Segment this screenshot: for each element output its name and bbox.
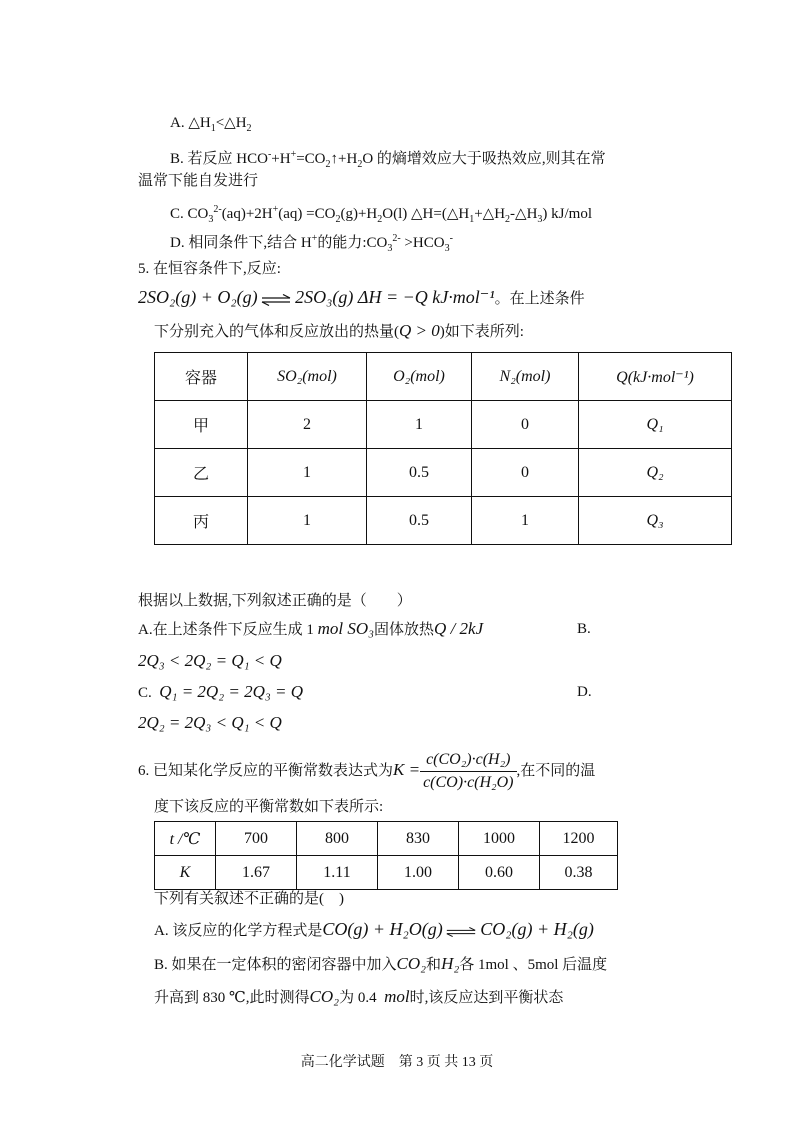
table-cell: 700 <box>216 822 297 856</box>
table-cell: 1200 <box>540 822 618 856</box>
q5-option-a: A.在上述条件下反应生成 1 mol SO₃固体放热Q / 2kJ <box>138 619 484 638</box>
table-row <box>155 856 618 890</box>
table-header-row <box>155 353 732 401</box>
table-header-cell: SO₂(mol) <box>248 353 367 401</box>
table-cell: 2 <box>248 401 367 449</box>
q5-question: 根据以上数据,下列叙述正确的是（ ） <box>138 593 412 609</box>
table-cell: Q₁ <box>579 401 732 449</box>
table-cell: 800 <box>297 822 378 856</box>
q6-stem-line2: 度下该反应的平衡常数如下表所示: <box>154 799 384 815</box>
q5-option-d-label: D. <box>577 684 592 700</box>
q6-option-a: A. 该反应的化学方程式是CO(g) + H₂O(g) CO₂(g) + H₂(g) <box>154 919 594 939</box>
table-row <box>155 497 732 545</box>
table-cell: 乙 <box>155 449 248 497</box>
table-cell: 1.11 <box>297 856 378 890</box>
q5-option-b-label: B. <box>577 621 591 637</box>
table-row <box>155 822 618 856</box>
equilibrium-constant-fraction: $\frac{\text{c(CO₂)·c(H₂)}}{\text{c(CO)·c(H₂O)}}$ <box>420 750 516 793</box>
q6-option-b: B. 如果在一定体积的密闭容器中加入CO₂和H₂各 1mol 、5mol 后温度 <box>154 954 608 973</box>
table-cell: 0.5 <box>367 497 472 545</box>
table-row <box>155 449 732 497</box>
equilibrium-arrow-icon <box>446 926 476 938</box>
q5-option-d-math: 2Q₂ = 2Q₃ < Q₁ < Q <box>138 713 282 732</box>
table-cell: 1000 <box>459 822 540 856</box>
q6-option-b-line2: 升高到 830 ℃,此时测得CO₂为 0.4 mol时,该反应达到平衡状态 <box>154 987 564 1006</box>
q5-stem-line3: 下分别充入的气体和反应放出的热量(Q > 0)如下表所列: <box>154 321 524 340</box>
table-cell: 1 <box>248 449 367 497</box>
q6-stem: 6. 已知某化学反应的平衡常数表达式为K = $\frac{\text{c(CO₂)·c(H₂)}}{\text{c(CO)·c(H₂O)}}$ ,在不同的温 <box>138 751 596 792</box>
table-cell: 1.00 <box>378 856 459 890</box>
table-cell: 0.38 <box>540 856 618 890</box>
table-cell: 1 <box>472 497 579 545</box>
q4-option-b-line2: 温常下能自发进行 <box>138 173 259 189</box>
q6-question: 下列有关叙述不正确的是( ) <box>154 891 344 907</box>
table-cell: Q₃ <box>579 497 732 545</box>
q6-data-table <box>154 821 618 890</box>
q4-option-d: D. 相同条件下,结合 H+的能力$:CO_3^{2-} >HCO_3^-$ <box>170 233 453 254</box>
q5-stem: 5. 在恒容条件下,反应: <box>138 261 281 277</box>
table-cell: 830 <box>378 822 459 856</box>
table-cell: 0.5 <box>367 449 472 497</box>
q4-option-c: C. $CO_3^{2-}(aq)+2H^+(aq) =CO_2(g)+H_2O(l)$ $\triangle H=(\triangle H_1+\triangle H_2-\triangle H_3)$ kJ/mol <box>170 204 593 225</box>
table-cell: 1 <box>248 497 367 545</box>
table-cell: 1.67 <box>216 856 297 890</box>
table-cell: 丙 <box>155 497 248 545</box>
table-cell: 甲 <box>155 401 248 449</box>
q5-data-table <box>154 352 732 545</box>
table-header-cell: N₂(mol) <box>472 353 579 401</box>
q4-option-b: B. 若反应 $HCO^-+H^+=CO_2↑+H_2O$ 的熵增效应大于吸热效应,则其在常 <box>170 149 606 170</box>
table-cell: t /℃ <box>155 822 216 856</box>
page-footer: 高二化学试题 第 3 页 共 13 页 <box>300 1055 494 1070</box>
table-header-cell: Q(kJ·mol⁻¹) <box>579 353 732 401</box>
table-cell: Q₂ <box>579 449 732 497</box>
table-cell: K <box>155 856 216 890</box>
table-cell: 0 <box>472 401 579 449</box>
q4-option-a: A. $\triangle H_1<\triangle H_2$ <box>170 115 252 134</box>
equilibrium-arrow-icon <box>261 294 291 306</box>
table-header-cell: 容器 <box>155 353 248 401</box>
table-header-cell: O₂(mol) <box>367 353 472 401</box>
q5-option-b-math: 2Q₃ < 2Q₂ = Q₁ < Q <box>138 651 282 670</box>
q5-option-c: C. Q₁ = 2Q₂ = 2Q₃ = Q <box>138 682 304 701</box>
table-cell: 0 <box>472 449 579 497</box>
table-cell: 1 <box>367 401 472 449</box>
table-row <box>155 401 732 449</box>
q5-equation: 2SO₂(g) + O₂(g) 2SO₃(g) ΔH = −Q kJ·mol⁻¹。在上述条件 <box>138 287 585 307</box>
table-cell: 0.60 <box>459 856 540 890</box>
